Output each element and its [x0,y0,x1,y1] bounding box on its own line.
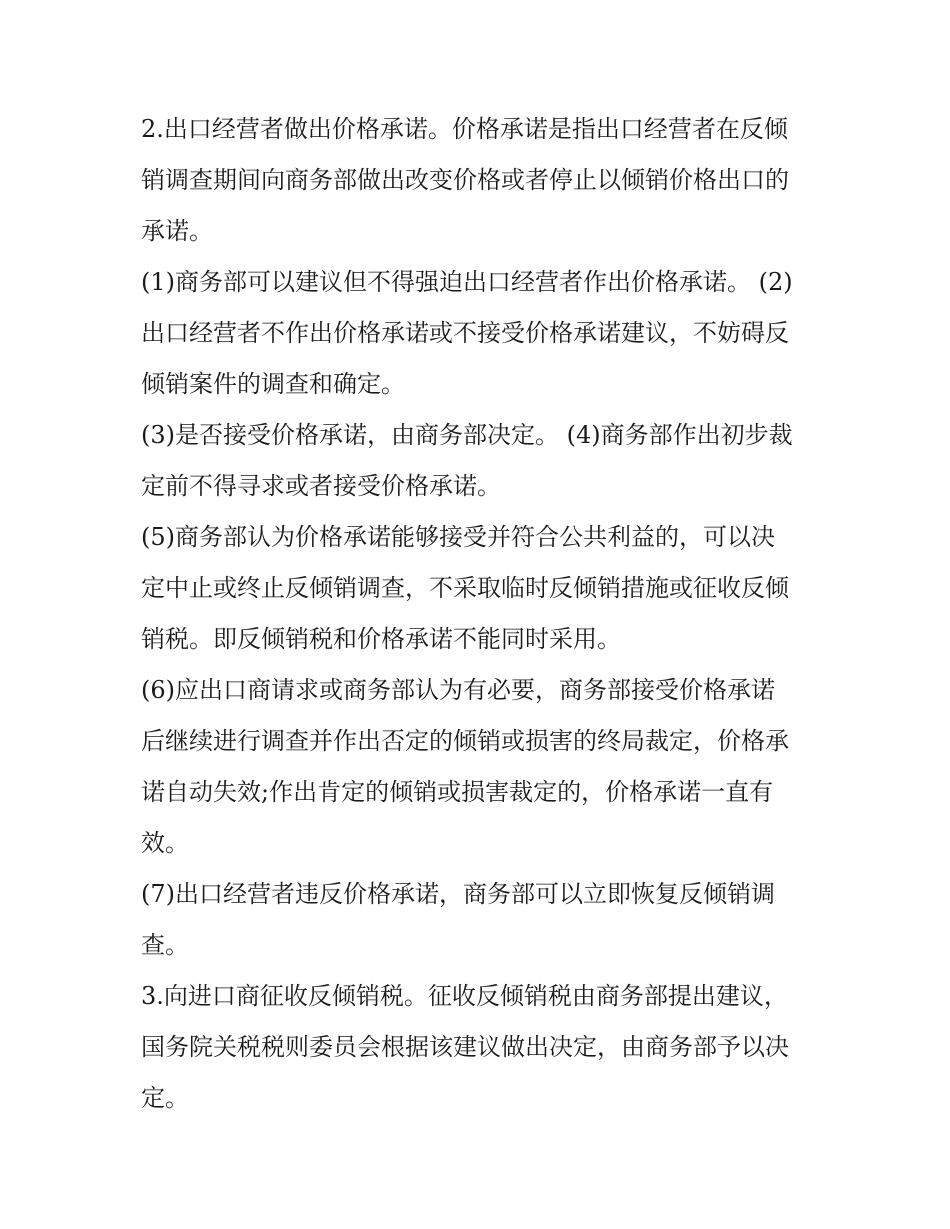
paragraph-item-3-4: (3)是否接受价格承诺，由商务部决定。 (4)商务部作出初步裁 定前不得寻求或者接受价格承诺。 [141,421,793,500]
paragraph-price-undertaking: 2.出口经营者做出价格承诺。价格承诺是指出口经营者在反倾 销调查期间向商务部做出改变价格或者停止以倾销价格出口的 承诺。 [141,115,789,245]
paragraph-item-6: (6)应出口商请求或商务部认为有必要，商务部接受价格承诺 后继续进行调查并作出否定的倾销或损害的终局裁定，价格承 诺自动失效;作出肯定的倾销或损害裁定的，价格承诺一直有 效。 [141,676,789,857]
paragraph-item-5: (5)商务部认为价格承诺能够接受并符合公共利益的，可以决 定中止或终止反倾销调查，不采取临时反倾销措施或征收反倾 销税。即反倾销税和价格承诺不能同时采用。 [141,523,789,653]
paragraph-item-1-2: (1)商务部可以建议但不得强迫出口经营者作出价格承诺。 (2) 出口经营者不作出价格承诺或不接受价格承诺建议，不妨碍反 倾销案件的调查和确定。 [141,268,793,398]
paragraph-item-7: (7)出口经营者违反价格承诺，商务部可以立即恢复反倾销调 查。 [141,880,775,959]
paragraph-anti-dumping-duty: 3.向进口商征收反倾销税。征收反倾销税由商务部提出建议， 国务院关税税则委员会根据该建议做出决定，由商务部予以决 定。 [141,982,789,1112]
document-body [141,104,821,1124]
